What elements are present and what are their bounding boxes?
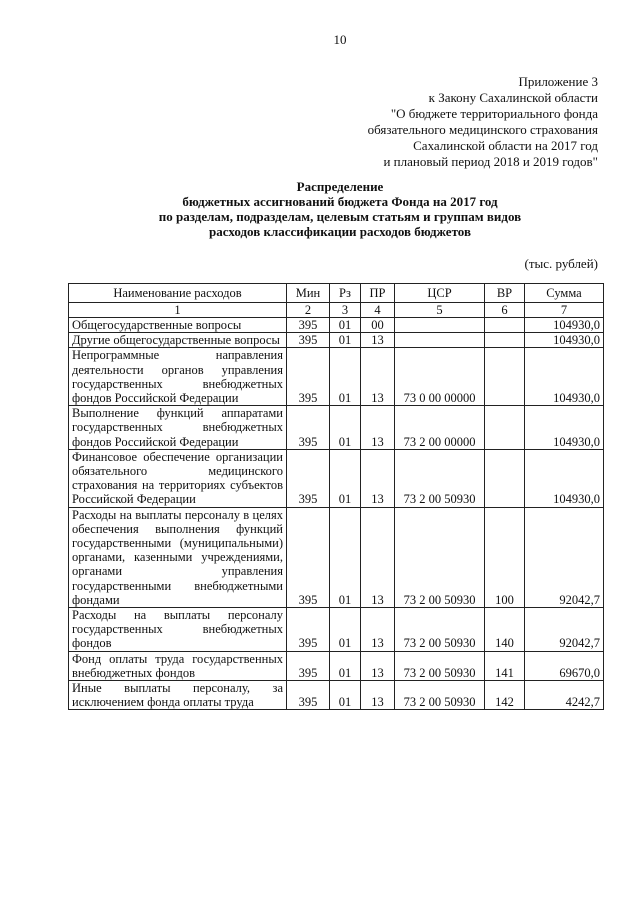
cell-sum: 69670,0 <box>525 651 604 680</box>
column-number-row <box>69 303 604 318</box>
cell-vr: 142 <box>485 681 525 710</box>
cell-csr: 73 2 00 50930 <box>395 651 485 680</box>
table-row <box>69 507 604 607</box>
cell-pr: 00 <box>361 318 395 333</box>
cell-vr: 100 <box>485 507 525 607</box>
cell-rz: 01 <box>330 681 361 710</box>
cell-vr <box>485 318 525 333</box>
cell-rz: 01 <box>330 318 361 333</box>
column-number: 7 <box>525 303 604 318</box>
cell-sum: 92042,7 <box>525 507 604 607</box>
cell-min: 395 <box>287 348 330 406</box>
annex-line: "О бюджете территориального фонда <box>390 106 598 121</box>
column-number: 6 <box>485 303 525 318</box>
header-rz: Рз <box>330 284 361 303</box>
cell-csr: 73 2 00 50930 <box>395 681 485 710</box>
cell-min: 395 <box>287 681 330 710</box>
cell-rz: 01 <box>330 507 361 607</box>
header-min: Мин <box>287 284 330 303</box>
cell-csr: 73 2 00 00000 <box>395 406 485 450</box>
budget-table <box>68 283 604 710</box>
cell-csr: 73 2 00 50930 <box>395 608 485 652</box>
cell-csr: 73 0 00 00000 <box>395 348 485 406</box>
heading-line: Распределение <box>296 179 384 194</box>
cell-vr <box>485 449 525 507</box>
table-row <box>69 608 604 652</box>
column-number: 5 <box>395 303 485 318</box>
cell-pr: 13 <box>361 333 395 348</box>
column-number: 1 <box>69 303 287 318</box>
cell-name: Иные выплаты персоналу, за исключением фонда оплаты труда <box>69 681 287 710</box>
cell-name: Финансовое обеспечение организации обязательного медицинского страхования на территориях субъектов Российской Федерации <box>69 449 287 507</box>
cell-sum: 104930,0 <box>525 348 604 406</box>
table-row <box>69 406 604 450</box>
table-row <box>69 449 604 507</box>
cell-name: Общегосударственные вопросы <box>69 318 287 333</box>
cell-min: 395 <box>287 333 330 348</box>
cell-rz: 01 <box>330 406 361 450</box>
cell-name: Расходы на выплаты персоналу в целях обеспечения выполнения функций государственными (муниципальными) органами, казенными учреждениями, органами управления государственными внебюджетными фондами <box>69 507 287 607</box>
cell-sum: 104930,0 <box>525 406 604 450</box>
annex-block <box>368 74 598 170</box>
cell-sum: 104930,0 <box>525 449 604 507</box>
annex-line: обязательного медицинского страхования <box>367 122 598 137</box>
cell-rz: 01 <box>330 651 361 680</box>
header-sum: Сумма <box>525 284 604 303</box>
cell-pr: 13 <box>361 406 395 450</box>
header-name: Наименование расходов <box>69 284 287 303</box>
cell-pr: 13 <box>361 348 395 406</box>
cell-name: Фонд оплаты труда государственных внебюджетных фондов <box>69 651 287 680</box>
cell-rz: 01 <box>330 608 361 652</box>
document-heading <box>60 179 620 239</box>
cell-pr: 13 <box>361 681 395 710</box>
cell-name: Другие общегосударственные вопросы <box>69 333 287 348</box>
table-row <box>69 651 604 680</box>
header-row <box>69 284 604 303</box>
table-row <box>69 333 604 348</box>
cell-rz: 01 <box>330 348 361 406</box>
page-number: 10 <box>333 32 347 47</box>
cell-sum: 4242,7 <box>525 681 604 710</box>
cell-min: 395 <box>287 406 330 450</box>
table-row <box>69 318 604 333</box>
header-pr: ПР <box>361 284 395 303</box>
table-row <box>69 348 604 406</box>
cell-name: Расходы на выплаты персоналу государственных внебюджетных фондов <box>69 608 287 652</box>
column-number: 3 <box>330 303 361 318</box>
cell-csr: 73 2 00 50930 <box>395 507 485 607</box>
header-vr: ВР <box>485 284 525 303</box>
cell-csr <box>395 333 485 348</box>
cell-min: 395 <box>287 449 330 507</box>
annex-line: к Закону Сахалинской области <box>428 90 598 105</box>
cell-pr: 13 <box>361 449 395 507</box>
cell-rz: 01 <box>330 333 361 348</box>
annex-line: и плановый период 2018 и 2019 годов" <box>383 154 598 169</box>
cell-min: 395 <box>287 608 330 652</box>
cell-vr: 140 <box>485 608 525 652</box>
heading-line: по разделам, подразделам, целевым статьям и группам видов <box>158 209 522 224</box>
cell-pr: 13 <box>361 608 395 652</box>
annex-line: Сахалинской области на 2017 год <box>413 138 598 153</box>
cell-min: 395 <box>287 507 330 607</box>
column-number: 4 <box>361 303 395 318</box>
cell-csr: 73 2 00 50930 <box>395 449 485 507</box>
cell-vr <box>485 333 525 348</box>
heading-line: бюджетных ассигнований бюджета Фонда на 2017 год <box>182 194 498 209</box>
annex-line: Приложение 3 <box>518 74 598 89</box>
cell-csr <box>395 318 485 333</box>
heading-line: расходов классификации расходов бюджетов <box>209 224 471 239</box>
cell-vr <box>485 406 525 450</box>
cell-sum: 92042,7 <box>525 608 604 652</box>
cell-pr: 13 <box>361 507 395 607</box>
header-csr: ЦСР <box>395 284 485 303</box>
cell-name: Выполнение функций аппаратами государственных внебюджетных фондов Российской Федерации <box>69 406 287 450</box>
cell-rz: 01 <box>330 449 361 507</box>
cell-sum: 104930,0 <box>525 333 604 348</box>
cell-vr: 141 <box>485 651 525 680</box>
cell-min: 395 <box>287 651 330 680</box>
cell-pr: 13 <box>361 651 395 680</box>
units-label: (тыс. рублей) <box>524 256 598 271</box>
column-number: 2 <box>287 303 330 318</box>
cell-min: 395 <box>287 318 330 333</box>
cell-vr <box>485 348 525 406</box>
cell-name: Непрограммные направления деятельности органов управления государственных внебюджетных фондов Российской Федерации <box>69 348 287 406</box>
table-row <box>69 681 604 710</box>
cell-sum: 104930,0 <box>525 318 604 333</box>
